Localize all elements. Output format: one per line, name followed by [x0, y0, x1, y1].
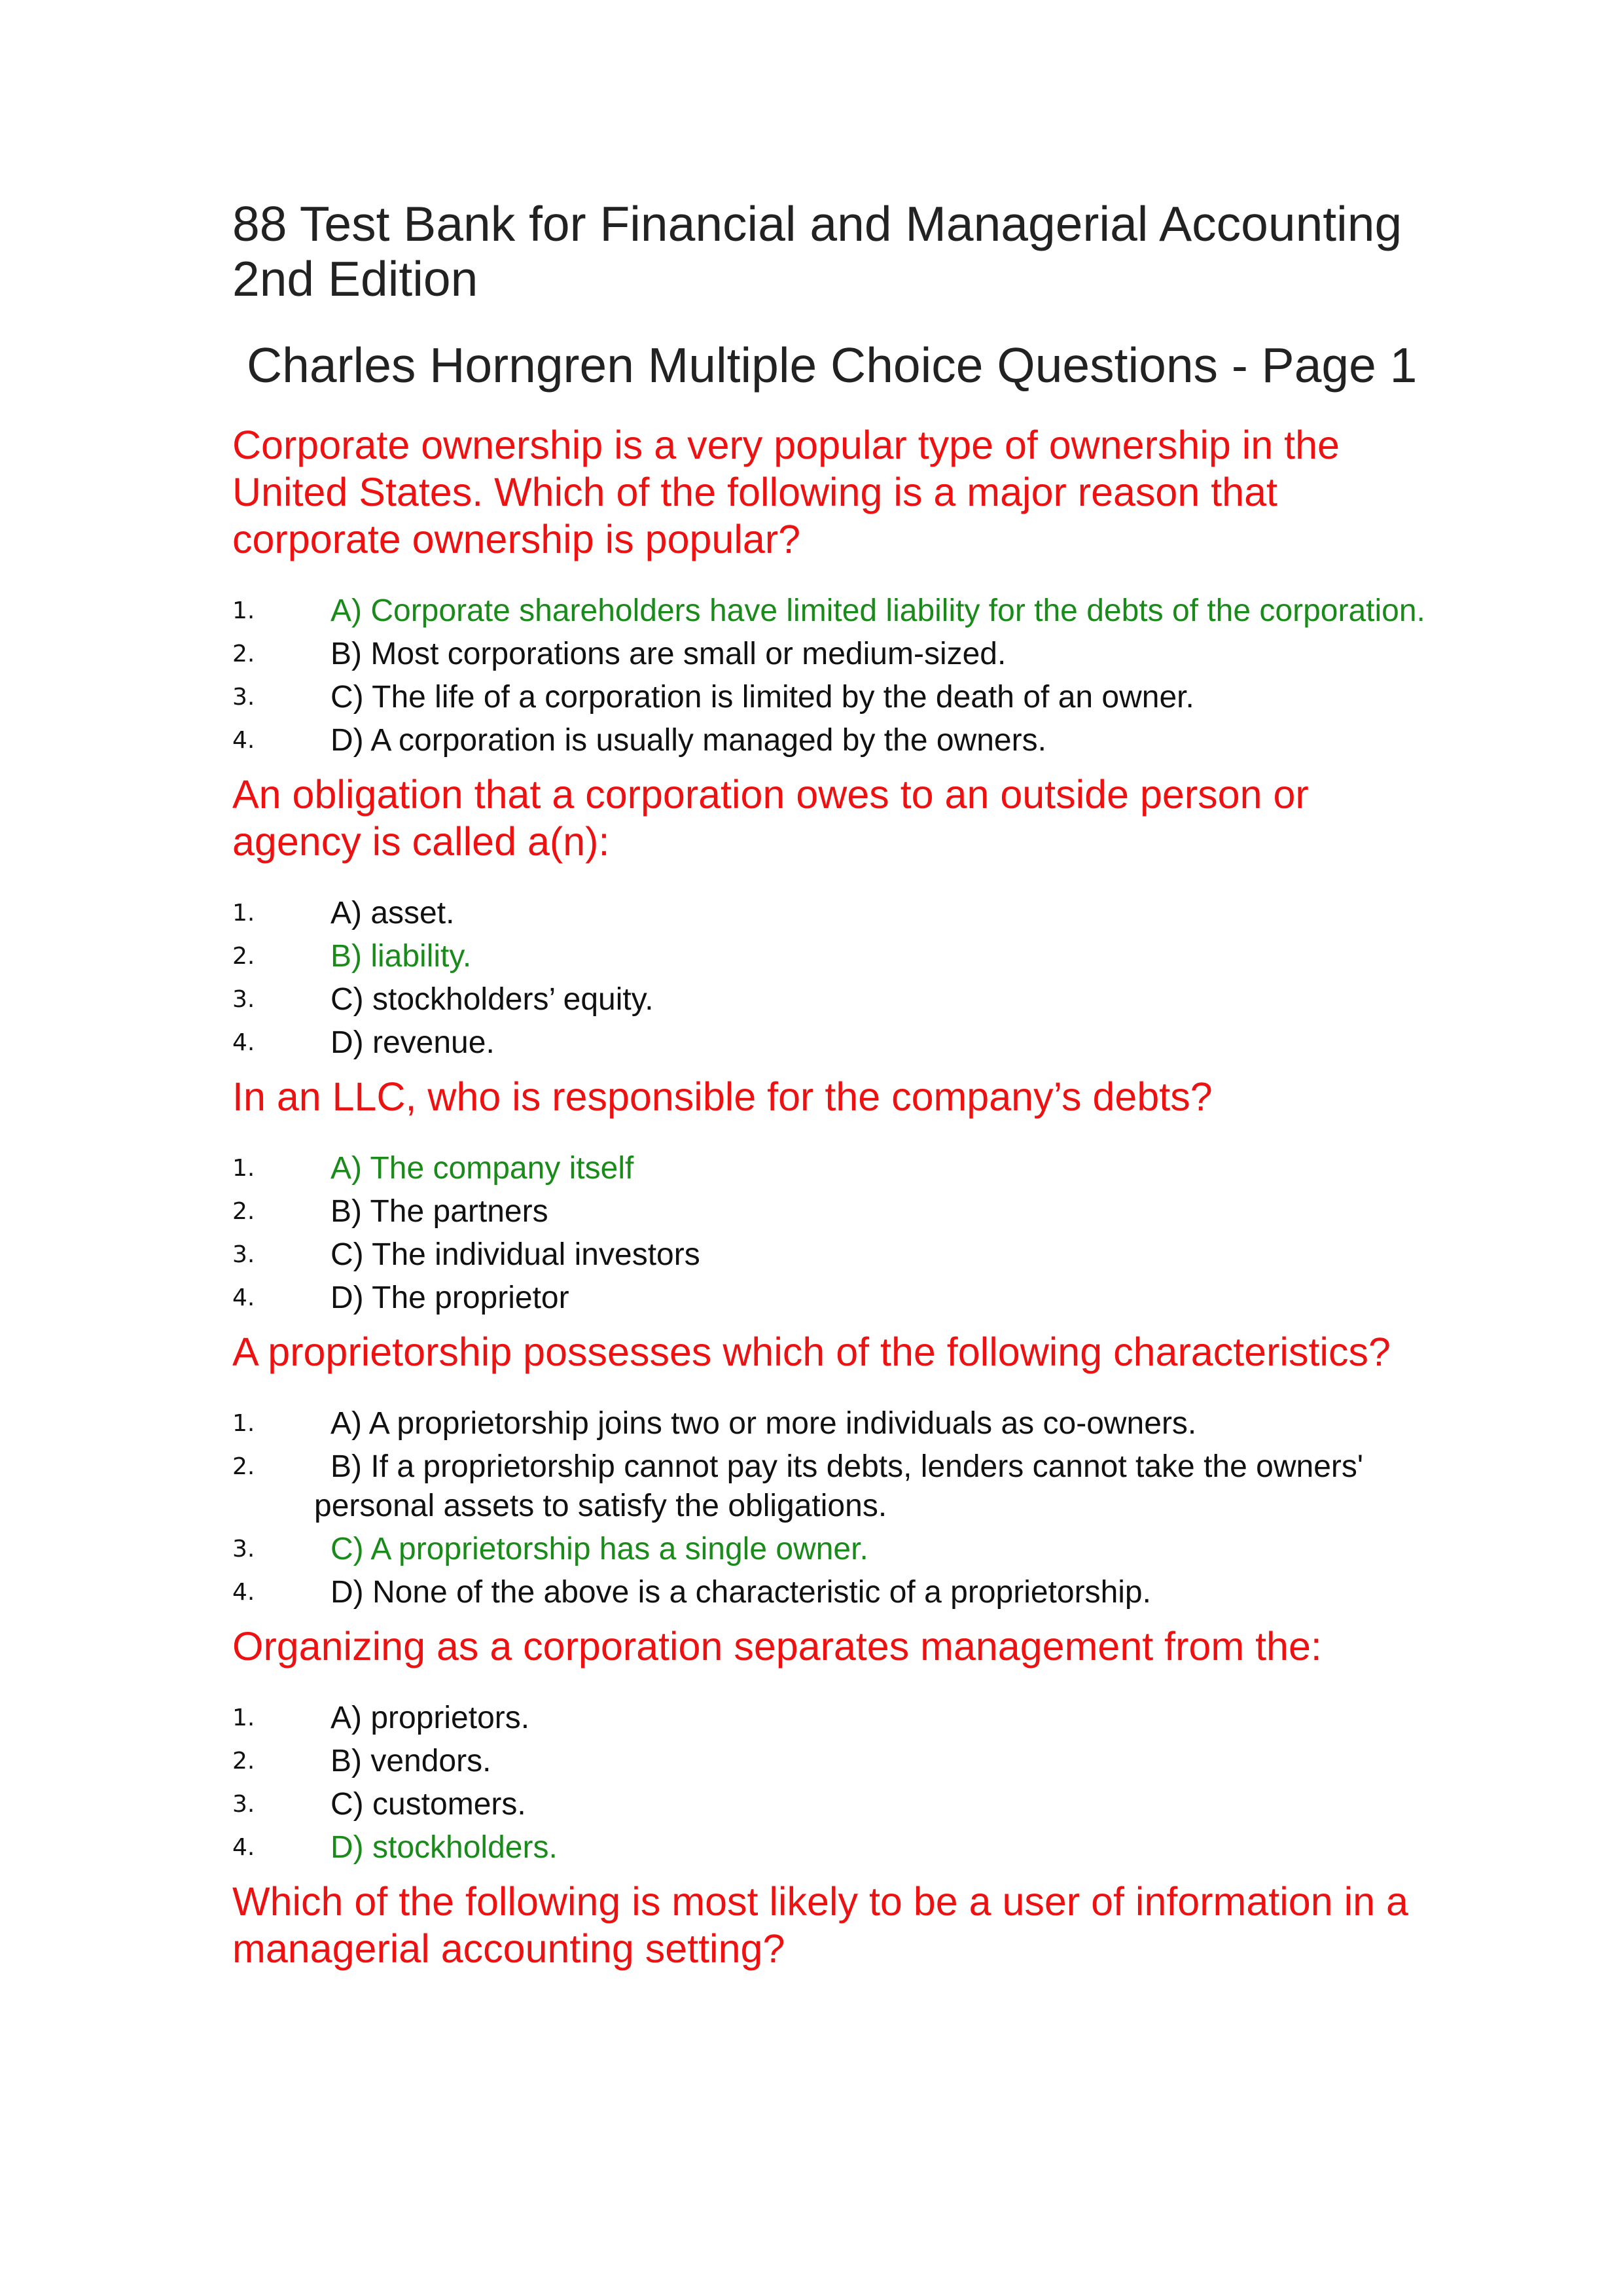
option-text: B) The partners [330, 1194, 548, 1229]
option-text: C) A proprietorship has a single owner. [330, 1532, 868, 1566]
answer-option-correct [232, 592, 1427, 631]
document-title-line-2: 2nd Edition [232, 251, 478, 306]
answer-option [232, 721, 1427, 760]
option-text: B) liability. [330, 939, 472, 974]
option-text: D) A corporation is usually managed by the owners. [330, 723, 1046, 758]
option-number: 1. [232, 1704, 255, 1731]
option-text: B) If a proprietorship cannot pay its debts, lenders cannot take the owners' personal assets to satisfy the obligations. [314, 1449, 1364, 1523]
option-number: 3. [232, 1241, 255, 1268]
answer-option [232, 1192, 1427, 1231]
question-text: Which of the following is most likely to be a user of information in a managerial accounting setting? [232, 1879, 1408, 1971]
option-text: A) Corporate shareholders have limited liability for the debts of the corporation. [330, 593, 1425, 628]
option-number: 4. [232, 1029, 255, 1056]
question-text: In an LLC, who is responsible for the company’s debts? [232, 1074, 1213, 1119]
answer-option-correct [232, 1149, 1427, 1188]
answer-option [232, 1573, 1427, 1612]
answer-option [232, 1023, 1427, 1063]
answer-option [232, 1447, 1427, 1526]
option-number: 4. [232, 1579, 255, 1606]
answer-option-correct [232, 1828, 1427, 1867]
question-block [232, 1623, 1427, 1867]
option-list [232, 1149, 1427, 1318]
option-list [232, 592, 1427, 760]
question-text: Organizing as a corporation separates management from the: [232, 1624, 1322, 1669]
option-number: 4. [232, 727, 255, 754]
answer-option [232, 1404, 1427, 1443]
question-block [232, 771, 1427, 1063]
question-block [232, 1073, 1427, 1318]
option-number: 3. [232, 1536, 255, 1563]
option-text: C) The individual investors [330, 1237, 700, 1272]
option-number: 2. [232, 943, 255, 970]
answer-option [232, 1699, 1427, 1738]
option-number: 1. [232, 1410, 255, 1437]
option-list [232, 894, 1427, 1063]
option-list [232, 1699, 1427, 1867]
question-text: A proprietorship possesses which of the following characteristics? [232, 1330, 1391, 1374]
option-text: D) revenue. [330, 1025, 495, 1060]
option-number: 1. [232, 900, 255, 927]
option-text: D) None of the above is a characteristic of a proprietorship. [330, 1575, 1151, 1610]
document-title-line-1: 88 Test Bank for Financial and Managerial Accounting [232, 196, 1402, 251]
option-number: 3. [232, 684, 255, 711]
option-text: A) asset. [330, 896, 455, 930]
option-text: A) proprietors. [330, 1701, 530, 1735]
answer-option [232, 678, 1427, 717]
option-text: A) A proprietorship joins two or more individuals as co-owners. [330, 1406, 1197, 1441]
answer-option [232, 1742, 1427, 1781]
question-block [232, 421, 1427, 760]
answer-option [232, 980, 1427, 1019]
option-number: 3. [232, 1791, 255, 1818]
option-text: B) vendors. [330, 1744, 491, 1778]
option-number: 1. [232, 1155, 255, 1182]
answer-option [232, 894, 1427, 933]
answer-option [232, 1235, 1427, 1275]
option-text: B) Most corporations are small or medium-sized. [330, 637, 1007, 671]
option-number: 2. [232, 641, 255, 667]
question-list [232, 421, 1427, 1972]
option-number: 4. [232, 1834, 255, 1861]
option-number: 2. [232, 1748, 255, 1775]
option-text: C) The life of a corporation is limited by the death of an owner. [330, 680, 1194, 715]
question-block [232, 1328, 1427, 1612]
option-number: 2. [232, 1198, 255, 1225]
option-text: A) The company itself [330, 1151, 634, 1186]
question-text: An obligation that a corporation owes to an outside person or agency is called a(n): [232, 772, 1309, 864]
option-number: 1. [232, 597, 255, 624]
answer-option-correct [232, 1530, 1427, 1569]
answer-option [232, 635, 1427, 674]
answer-option [232, 1785, 1427, 1824]
option-list [232, 1404, 1427, 1612]
option-text: D) The proprietor [330, 1280, 569, 1315]
question-block [232, 1878, 1427, 1972]
document-subtitle: Charles Horngren Multiple Choice Questions - Page 1 [247, 338, 1418, 393]
answer-option-correct [232, 937, 1427, 976]
option-number: 2. [232, 1453, 255, 1480]
option-text: C) stockholders’ equity. [330, 982, 654, 1017]
answer-option [232, 1279, 1427, 1318]
question-text: Corporate ownership is a very popular type of ownership in the United States. Which of the following is a major reason that corporate ownership is popular? [232, 423, 1340, 561]
option-text: C) customers. [330, 1787, 526, 1822]
option-text: D) stockholders. [330, 1830, 558, 1865]
option-number: 3. [232, 986, 255, 1013]
option-number: 4. [232, 1284, 255, 1311]
